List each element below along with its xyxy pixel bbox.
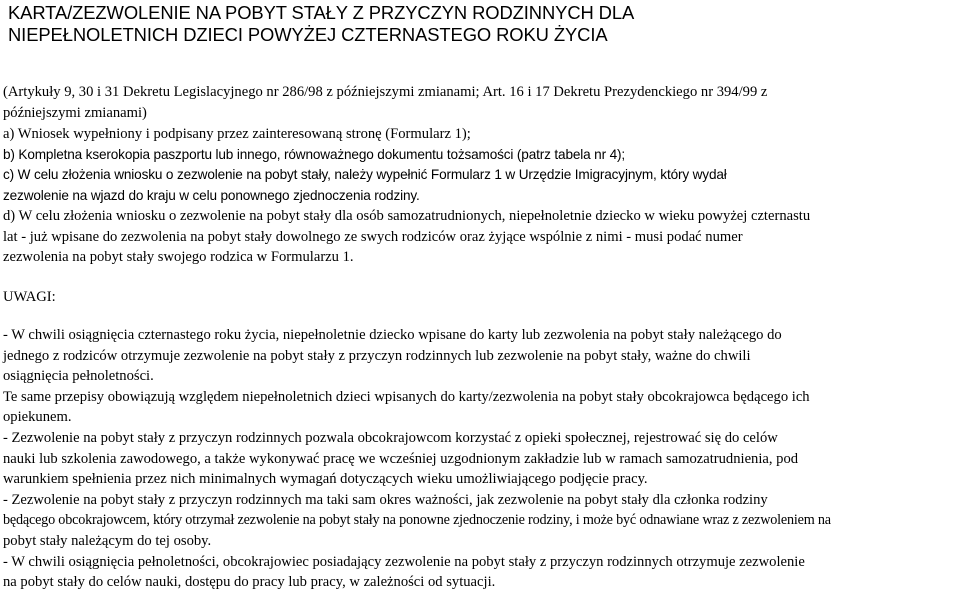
notes-line: będącego obcokrajowcem, który otrzymał zezwolenie na pobyt stały na ponowne zjednoczenie rodziny, i może być odnawiane wraz z zezwoleniem na [3,512,831,529]
requirement-c-line-1: c) W celu złożenia wniosku o zezwolenie na pobyt stały, należy wypełnić Formularz 1 w Urzędzie Imigracyjnym, który wydał [3,167,727,182]
requirement-c-line-2: zezwolenie na wjazd do kraju w celu ponownego zjednoczenia rodziny. [3,187,420,203]
legal-basis-line-1: (Artykuły 9, 30 i 31 Dekretu Legislacyjnego nr 286/98 z późniejszymi zmianami; Art. 16 i 17 Dekretu Prezydenckiego nr 394/99 z [3,84,768,100]
legal-basis-paragraph [3,82,955,123]
notes-line: - Zezwolenie na pobyt stały z przyczyn rodzinnych pozwala obcokrajowcom korzystać z opieki społecznej, rejestrować się do celów [3,429,778,446]
notes-line: jednego z rodziców otrzymuje zezwolenie na pobyt stały z przyczyn rodzinnych lub zezwolenie na pobyt stały, ważne do chwili [3,347,751,364]
notes-line: - Zezwolenie na pobyt stały z przyczyn rodzinnych ma taki sam okres ważności, jak zezwolenie na pobyt stały dla członka rodziny [3,491,768,508]
notes-line: warunkiem spełnienia przez nich minimalnych wymagań dotyczących wieku umożliwiającego podjęcie pracy. [3,471,648,488]
notes-line: - W chwili osiągnięcia czternastego roku życia, niepełnoletnie dziecko wpisane do karty lub zezwolenia na pobyt stały należącego do [3,327,782,343]
page-title [8,2,938,46]
requirement-a-text: a) Wniosek wypełniony i podpisany przez zainteresowaną stronę (Formularz 1); [3,126,471,142]
requirement-a [3,124,955,145]
notes-line: pobyt stały należącym do tej osoby. [3,532,212,549]
notes-section [3,325,955,593]
requirement-b-text: b) Kompletna kserokopia paszportu lub innego, równoważnego dokumentu tożsamości (patrz tabela nr 4); [3,147,625,162]
notes-line: osiągnięcia pełnoletności. [3,368,154,385]
requirement-d-line-1: d) W celu złożenia wniosku o zezwolenie na pobyt stały dla osób samozatrudnionych, niepełnoletnie dziecko w wieku powyżej czternastu [3,208,811,224]
notes-line: nauki lub szkolenia zawodowego, a także wykonywać pracę we wcześniej uzgodnionym zakładzie lub w ramach samozatrudnienia, pod [3,450,799,467]
notes-line: opiekunem. [3,409,72,426]
notes-line: - W chwili osiągnięcia pełnoletności, obcokrajowiec posiadający zezwolenie na pobyt stały z przyczyn rodzinnych otrzymuje zezwolenie [3,553,805,570]
requirement-d-line-2: lat - już wpisane do zezwolenia na pobyt stały dowolnego ze swych rodziców oraz żyjące wspólnie z nimi - musi podać numer [3,228,743,245]
notes-heading: UWAGI: [3,289,56,305]
title-line-2: NIEPEŁNOLETNICH DZIECI POWYŻEJ CZTERNASTEGO ROKU ŻYCIA [8,24,608,45]
requirement-d [3,206,955,268]
requirement-d-line-3: zezwolenia na pobyt stały swojego rodzica w Formularzu 1. [3,249,354,266]
legal-basis-line-2: późniejszymi zmianami) [3,104,147,121]
notes-line: na pobyt stały do celów nauki, dostępu do pracy lub pracy, w zależności od sytuacji. [3,574,496,591]
notes-line: Te same przepisy obowiązują względem niepełnoletnich dzieci wpisanych do karty/zezwolenia na pobyt stały obcokrajowca będącego ich [3,388,810,405]
title-line-1: KARTA/ZEZWOLENIE NA POBYT STAŁY Z PRZYCZYN RODZINNYCH DLA [8,2,635,23]
requirement-b [3,145,955,166]
requirement-c [3,165,955,206]
